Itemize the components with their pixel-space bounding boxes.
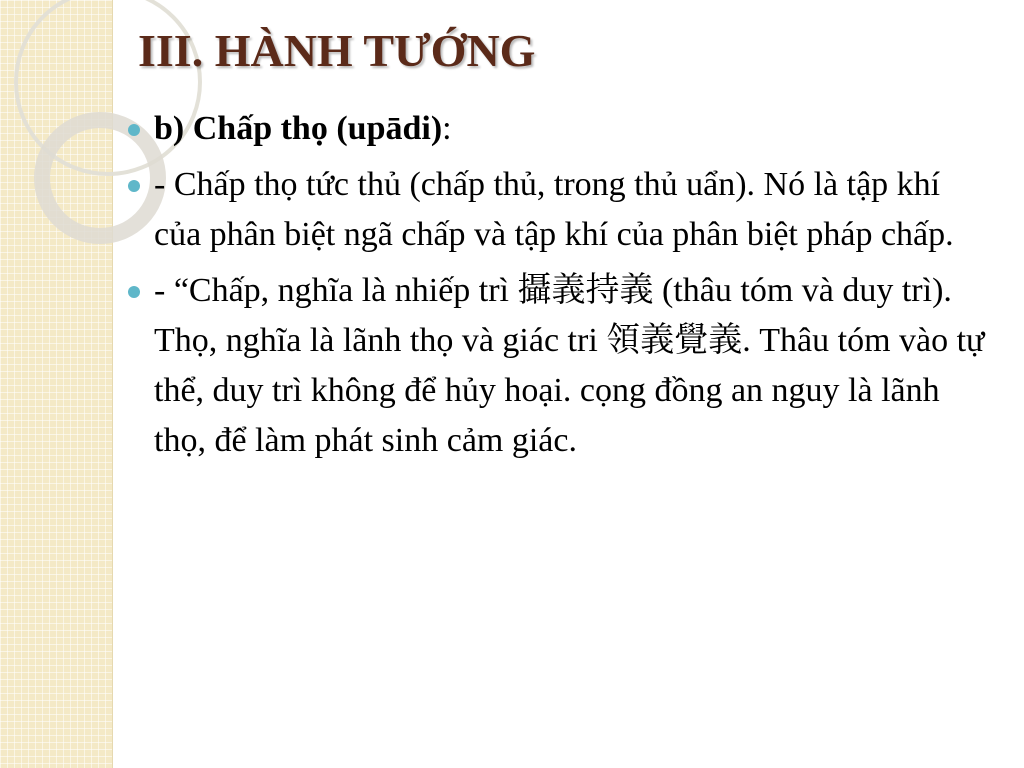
bullet-item <box>124 266 994 466</box>
bullet-dot-icon <box>128 286 140 298</box>
bullet-text: - Chấp thọ tức thủ (chấp thủ, trong thủ uẩn). Nó là tập khí của phân biệt ngã chấp và tập khí của phân biệt pháp chấp. <box>154 166 954 253</box>
bullet-item <box>124 160 994 260</box>
decorative-side-panel <box>0 0 113 768</box>
bullet-dot-icon <box>128 124 140 136</box>
slide-title: III. HÀNH TƯỚNG <box>138 25 536 76</box>
bullet-list <box>124 104 994 472</box>
bullet-heading: b) Chấp thọ (upādi) <box>154 110 443 147</box>
bullet-dot-icon <box>128 180 140 192</box>
bullet-text: - “Chấp, nghĩa là nhiếp trì 攝義持義 (thâu tóm và duy trì). Thọ, nghĩa là lãnh thọ và giác tri 領義覺義. Thâu tóm vào tự thể, duy trì không để hủy hoại. cọng đồng an nguy là lãnh thọ, để làm phát sinh cảm giác. <box>154 272 985 459</box>
bullet-text: : <box>442 110 452 147</box>
bullet-item <box>124 104 994 154</box>
